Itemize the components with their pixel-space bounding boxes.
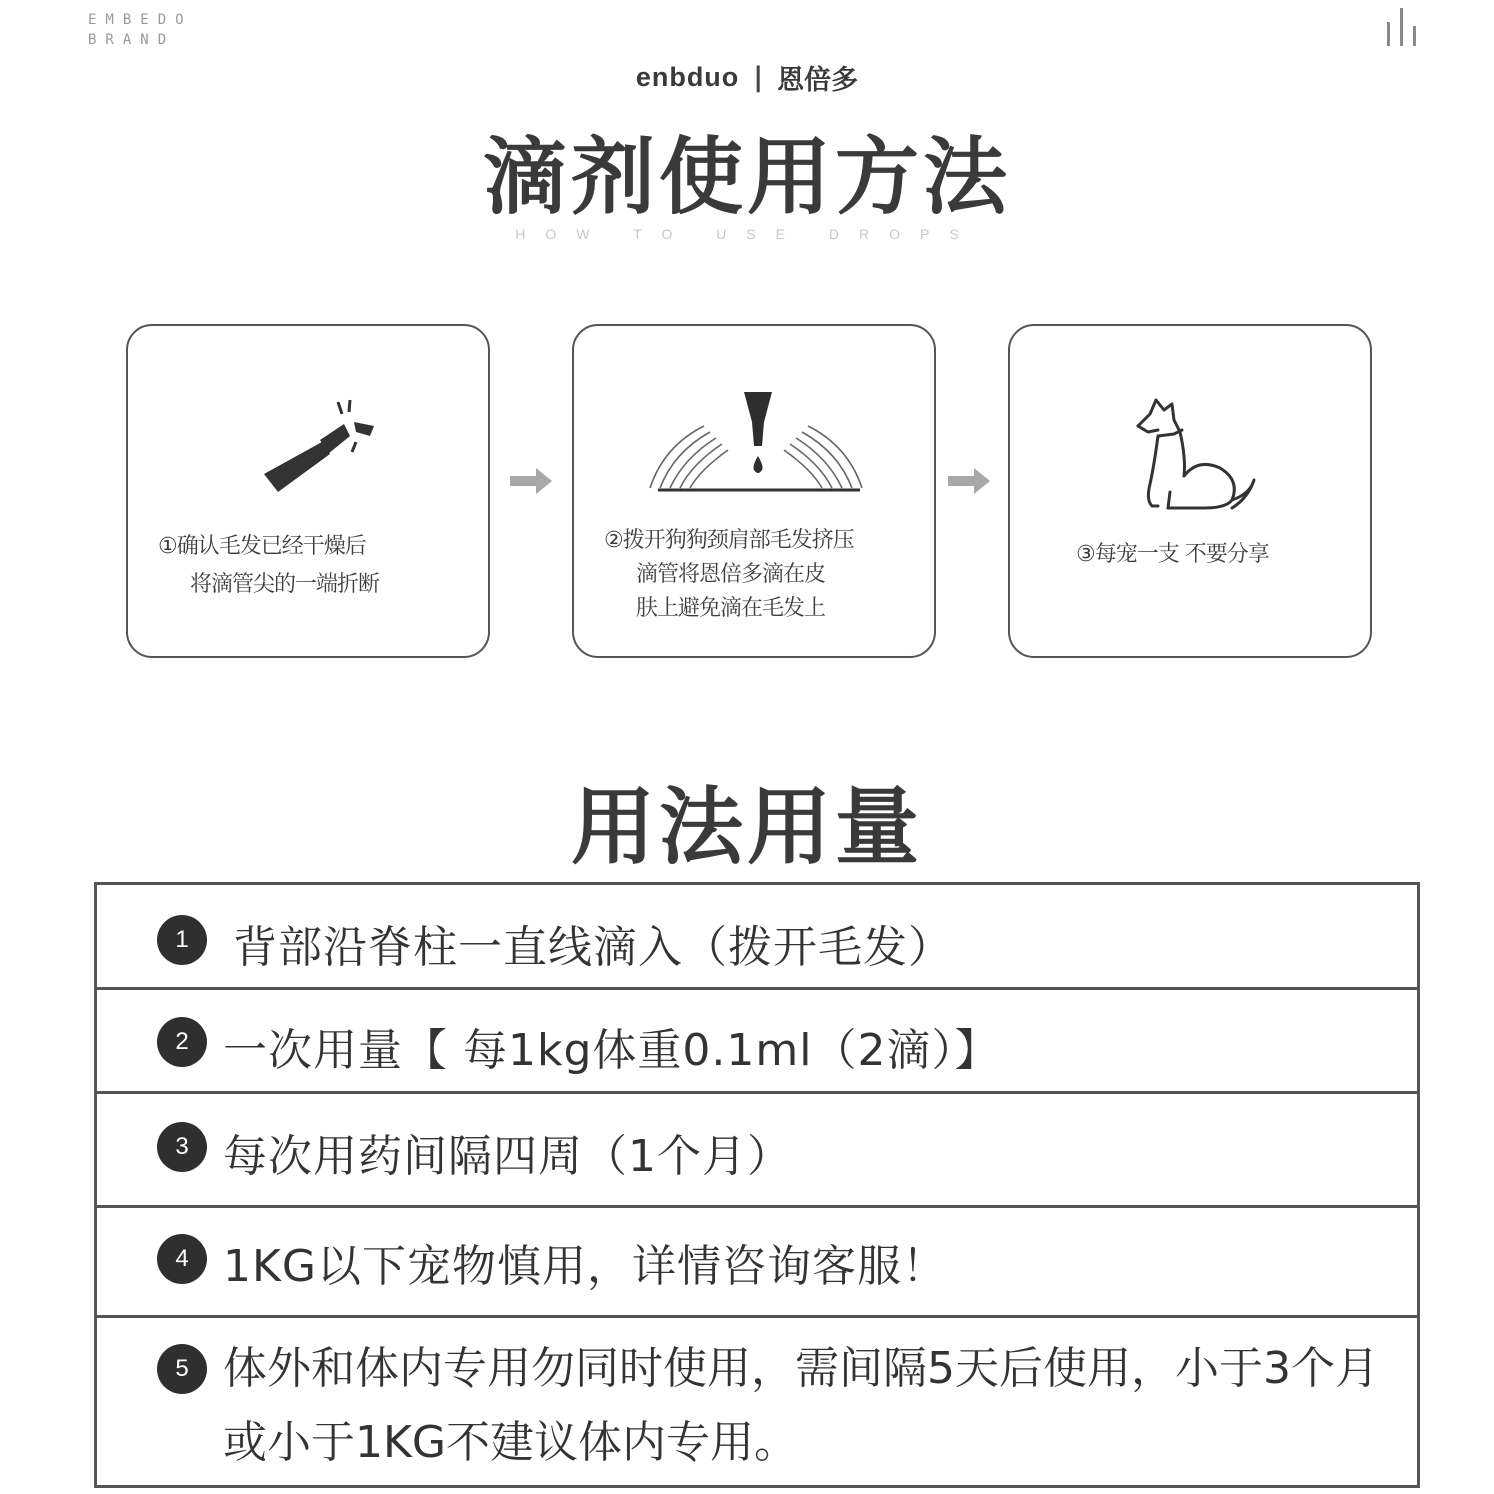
- step-2-line-3: 肤上避免滴在毛发上: [636, 596, 826, 621]
- logo-separator: |: [753, 62, 764, 93]
- step-3-line-1: ③每宠一支 不要分享: [1076, 542, 1269, 567]
- table-row: [97, 987, 1417, 1091]
- brand-line-2: BRAND: [88, 32, 176, 48]
- step-2-line-2: 滴管将恩倍多滴在皮: [636, 562, 826, 587]
- usage-row-text: 一次用量【 每1kg体重0.1ml（2滴）】: [223, 1025, 1000, 1076]
- tube-snap-icon: [258, 396, 378, 496]
- usage-table: [94, 882, 1420, 1488]
- page-title: 滴剂使用方法: [482, 128, 1011, 226]
- bars-icon: [1385, 6, 1421, 48]
- page-subtitle: HOW TO USE DROPS: [515, 226, 979, 242]
- number-badge: 4: [157, 1234, 207, 1284]
- usage-row-text: 体外和体内专用勿同时使用，需间隔5天后使用，小于3个月或小于1KG不建议体内专用。: [223, 1343, 1379, 1468]
- usage-title: 用法用量: [570, 778, 923, 876]
- table-row: [97, 1205, 1417, 1317]
- drop-on-fur-icon: [644, 386, 868, 496]
- step-1-line-2: 将滴管尖的一端折断: [190, 572, 380, 597]
- logo-wordmark: enbduo: [635, 62, 740, 92]
- logo-chinese: 恩倍多: [777, 65, 859, 96]
- dog-icon: [1128, 396, 1260, 514]
- step-card-3: [1008, 324, 1372, 658]
- usage-row-text: 背部沿脊柱一直线滴入（拨开毛发）: [233, 922, 953, 973]
- arrow-right-icon: [946, 466, 992, 496]
- number-badge: 2: [157, 1017, 207, 1067]
- arrow-right-icon: [508, 466, 554, 496]
- table-row: [97, 885, 1417, 989]
- table-row: [97, 1091, 1417, 1207]
- step-card-2: [572, 324, 936, 658]
- brand-line-1: EMBEDO: [88, 12, 193, 28]
- logo-row: [0, 58, 1494, 97]
- step-card-1: [126, 324, 490, 658]
- number-badge: 5: [157, 1344, 207, 1394]
- step-1-line-1: ①确认毛发已经干燥后: [158, 534, 366, 559]
- number-badge: 3: [157, 1122, 207, 1172]
- usage-row-text: 1KG以下宠物慎用，详情咨询客服！: [223, 1241, 947, 1292]
- brand-corner-text: [88, 10, 193, 50]
- table-row: [97, 1315, 1417, 1485]
- number-badge: 1: [157, 915, 207, 965]
- step-2-line-1: ②拨开狗狗颈肩部毛发挤压: [604, 528, 854, 553]
- usage-row-text: 每次用药间隔四周（1个月）: [223, 1131, 792, 1182]
